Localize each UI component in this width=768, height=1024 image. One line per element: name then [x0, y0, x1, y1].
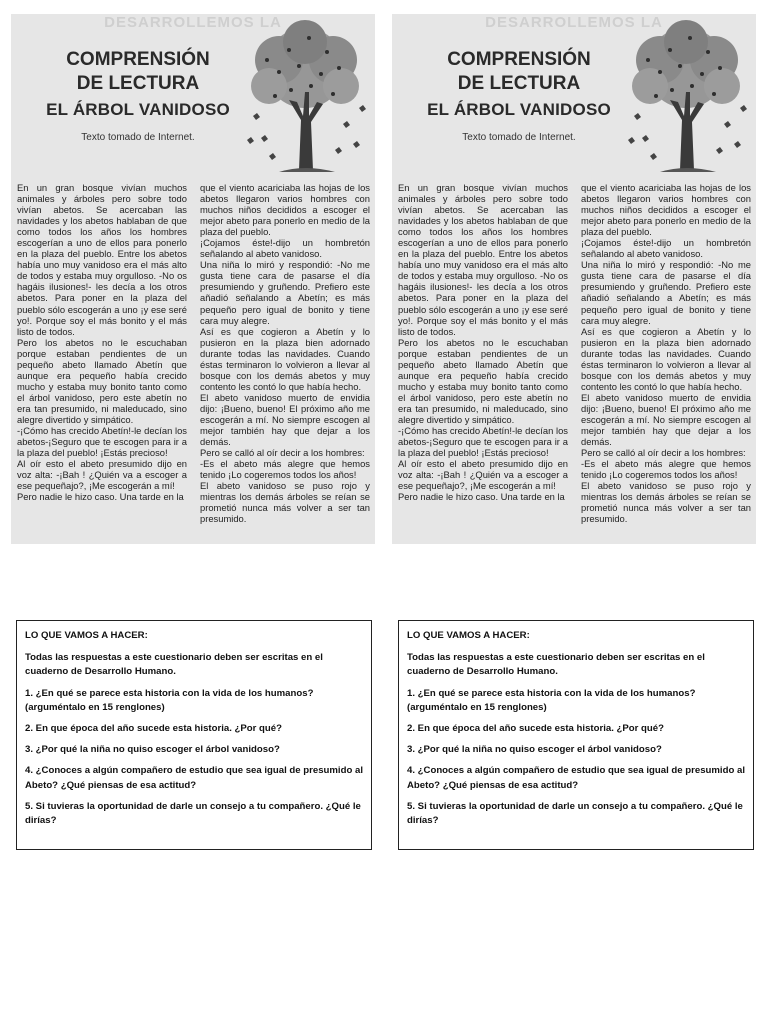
story-paragraph: El abeto vanidoso se puso rojo y mientras los demás árboles se reían se prometió nunca más volver a ser tan presumido. [581, 480, 751, 525]
story-paragraph: ¡Cojamos éste!-dijo un hombretón señalando al abeto vanidoso. [581, 237, 751, 260]
sheet-banner: DESARROLLEMOS LA [104, 14, 282, 31]
story-paragraph: ¡Cojamos éste!-dijo un hombretón señalando al abeto vanidoso. [200, 237, 370, 260]
questions-box-left [16, 620, 372, 850]
story-paragraph: Al oír esto el abeto presumido dijo en voz alta: -¡Bah ! ¿Quién va a escoger a ese pequeñajo?, ¡Me escogerán a mí! [17, 458, 187, 492]
story-paragraph: Pero nadie le hizo caso. Una tarde en la [398, 491, 565, 503]
questions-heading: LO QUE VAMOS A HACER: [25, 630, 148, 641]
story-paragraph: -Es el abeto más alegre que hemos tenido ¡Lo cogeremos todos los años! [581, 458, 751, 481]
story-paragraph: Pero se calló al oír decir a los hombres: [200, 447, 365, 459]
story-paragraph: que el viento acariciaba las hojas de los abetos llegaron varios hombres con muchos niños decididos a escoger el mejor abeto para ponerlo en medio de la plaza del pueblo. [581, 182, 751, 238]
questions-intro: Todas las respuestas a este cuestionario deben ser escritas en el cuaderno de Desarrollo Humano. [407, 652, 705, 678]
story-paragraph: Una niña lo miró y respondió: -No me gusta tiene cara de pasarse el día presumiendo y gruñendo. Prefiero este añadió señalando a Abetín; es más pequeño pero igual de bonito y tiene cara muy alegre. [200, 259, 370, 326]
reading-sheet-right [392, 14, 756, 544]
story-paragraph: -¡Cómo has crecido Abetín!-le decían los abetos-¡Seguro que te escogen para ir a la plaza del pueblo! ¡Estás precioso! [398, 425, 568, 459]
title-line-1: COMPRENSIÓN [447, 49, 591, 70]
question-item: 2. En que época del año sucede esta historia. ¿Por qué? [25, 723, 282, 735]
title-line-2: DE LECTURA [76, 73, 200, 94]
story-paragraph: Al oír esto el abeto presumido dijo en voz alta: -¡Bah ! ¿Quién va a escoger a ese pequeñajo?, ¡Me escogerán a mí! [398, 458, 568, 492]
story-paragraph: -¡Cómo has crecido Abetín!-le decían los abetos-¡Seguro que te escogen para ir a la plaza del pueblo! ¡Estás precioso! [17, 425, 187, 459]
question-item: 1. ¿En qué se parece esta historia con la vida de los humanos? (arguméntalo en 15 renglones) [407, 687, 696, 713]
story-column-2 [200, 182, 370, 524]
question-item: 3. ¿Por qué la niña no quiso escoger el árbol vanidoso? [407, 744, 662, 756]
story-paragraph: -Es el abeto más alegre que hemos tenido ¡Lo cogeremos todos los años! [200, 458, 370, 481]
story-paragraph: Pero los abetos no le escuchaban porque estaban pendientes de un pequeño abeto llamado Abetín que aunque era pequeño había crecido mucho y estaba muy bonito tanto como el árbol vanidoso, pero este abetín no era tan presumido, ni maleducado, sino alegre divertido y simpático. [17, 336, 187, 425]
tree-illustration [239, 20, 371, 180]
reading-sheet-left [11, 14, 375, 544]
story-paragraph: que el viento acariciaba las hojas de los abetos llegaron varios hombres con muchos niños decididos a escoger el mejor abeto para ponerlo en medio de la plaza del pueblo. [200, 182, 370, 238]
story-title: EL ÁRBOL VANIDOSO [46, 100, 230, 119]
sheet-banner: DESARROLLEMOS LA [485, 14, 663, 31]
story-column-2 [581, 182, 751, 524]
tree-illustration [620, 20, 752, 180]
question-item: 4. ¿Conoces a algún compañero de estudio que sea igual de presumido al Abeto? ¿Qué piensas de esa actitud? [25, 765, 363, 791]
question-item: 5. Si tuvieras la oportunidad de darle un consejo a tu compañero. ¿Qué le dirías? [407, 800, 743, 827]
story-paragraph: Pero los abetos no le escuchaban porque estaban pendientes de un pequeño abeto llamado Abetín que aunque era pequeño había crecido mucho y estaba muy bonito tanto como el árbol vanidoso, pero este abetín no era tan presumido, ni maleducado, sino alegre divertido y simpático. [398, 336, 568, 425]
questions-intro: Todas las respuestas a este cuestionario deben ser escritas en el cuaderno de Desarrollo Humano. [25, 652, 323, 678]
story-paragraph: Pero se calló al oír decir a los hombres: [581, 447, 746, 459]
story-paragraph: En un gran bosque vivían muchos animales y árboles pero sobre todo vivían abetos. Se acercaban las navidades y los abetos hablaban de que como todos los años los hombres escogerían a uno de ellos para ponerlo en la plaza del pueblo. Entre los abetos había uno muy vanidoso era el más alto de todos y estaba muy orgulloso. -No os hagáis ilusiones!- les decía a los otros abetos. Para poner en la plaza del pueblo sólo escogerán a uno ¡y ese seré yo!. Porque soy el más bonito y el más listo de todos. [398, 182, 568, 337]
story-paragraph: El abeto vanidoso se puso rojo y mientras los demás árboles se reían se prometió nunca más volver a ser tan presumido. [200, 480, 370, 525]
story-paragraph: Pero nadie le hizo caso. Una tarde en la [17, 491, 184, 503]
story-paragraph: Así es que cogieron a Abetín y lo pusieron en la plaza bien adornado durante todas las navidades. Cuando éstas terminaron lo volvieron a llevar al bosque con los demás abetos y muy contento les contó lo que había hecho. [581, 325, 751, 392]
story-column-1 [398, 182, 568, 502]
question-item: 3. ¿Por qué la niña no quiso escoger el árbol vanidoso? [25, 744, 280, 756]
question-item: 1. ¿En qué se parece esta historia con la vida de los humanos? (arguméntalo en 15 renglones) [25, 687, 314, 713]
title-line-2: DE LECTURA [457, 73, 581, 94]
question-item: 5. Si tuvieras la oportunidad de darle un consejo a tu compañero. ¿Qué le dirías? [25, 800, 361, 827]
source-note: Texto tomado de Internet. [81, 132, 195, 143]
question-item: 2. En que época del año sucede esta historia. ¿Por qué? [407, 723, 664, 735]
story-paragraph: Una niña lo miró y respondió: -No me gusta tiene cara de pasarse el día presumiendo y gruñendo. Prefiero este añadió señalando a Abetín; es más pequeño pero igual de bonito y tiene cara muy alegre. [581, 259, 751, 326]
source-note: Texto tomado de Internet. [462, 132, 576, 143]
title-line-1: COMPRENSIÓN [66, 49, 210, 70]
story-paragraph: El abeto vanidoso muerto de envidia dijo: ¡Bueno, bueno! El próximo año me escogerán a mí. No siempre escogen al mejor también hay que dejar a los demás. [200, 391, 370, 448]
story-title: EL ÁRBOL VANIDOSO [427, 100, 611, 119]
questions-heading: LO QUE VAMOS A HACER: [407, 630, 530, 641]
story-paragraph: En un gran bosque vivían muchos animales y árboles pero sobre todo vivían abetos. Se acercaban las navidades y los abetos hablaban de que como todos los años los hombres escogerían a uno de ellos para ponerlo en la plaza del pueblo. Entre los abetos había uno muy vanidoso era el más alto de todos y estaba muy orgulloso. -No os hagáis ilusiones!- les decía a los otros abetos. Para poner en la plaza del pueblo sólo escogerán a uno ¡y ese seré yo!. Porque soy el más bonito y el más listo de todos. [17, 182, 187, 337]
questions-box-right [398, 620, 754, 850]
story-paragraph: Así es que cogieron a Abetín y lo pusieron en la plaza bien adornado durante todas las navidades. Cuando éstas terminaron lo volvieron a llevar al bosque con los demás abetos y muy contento les contó lo que había hecho. [200, 325, 370, 392]
question-item: 4. ¿Conoces a algún compañero de estudio que sea igual de presumido al Abeto? ¿Qué piensas de esa actitud? [407, 765, 745, 791]
story-column-1 [17, 182, 187, 502]
story-paragraph: El abeto vanidoso muerto de envidia dijo: ¡Bueno, bueno! El próximo año me escogerán a mí. No siempre escogen al mejor también hay que dejar a los demás. [581, 391, 751, 448]
